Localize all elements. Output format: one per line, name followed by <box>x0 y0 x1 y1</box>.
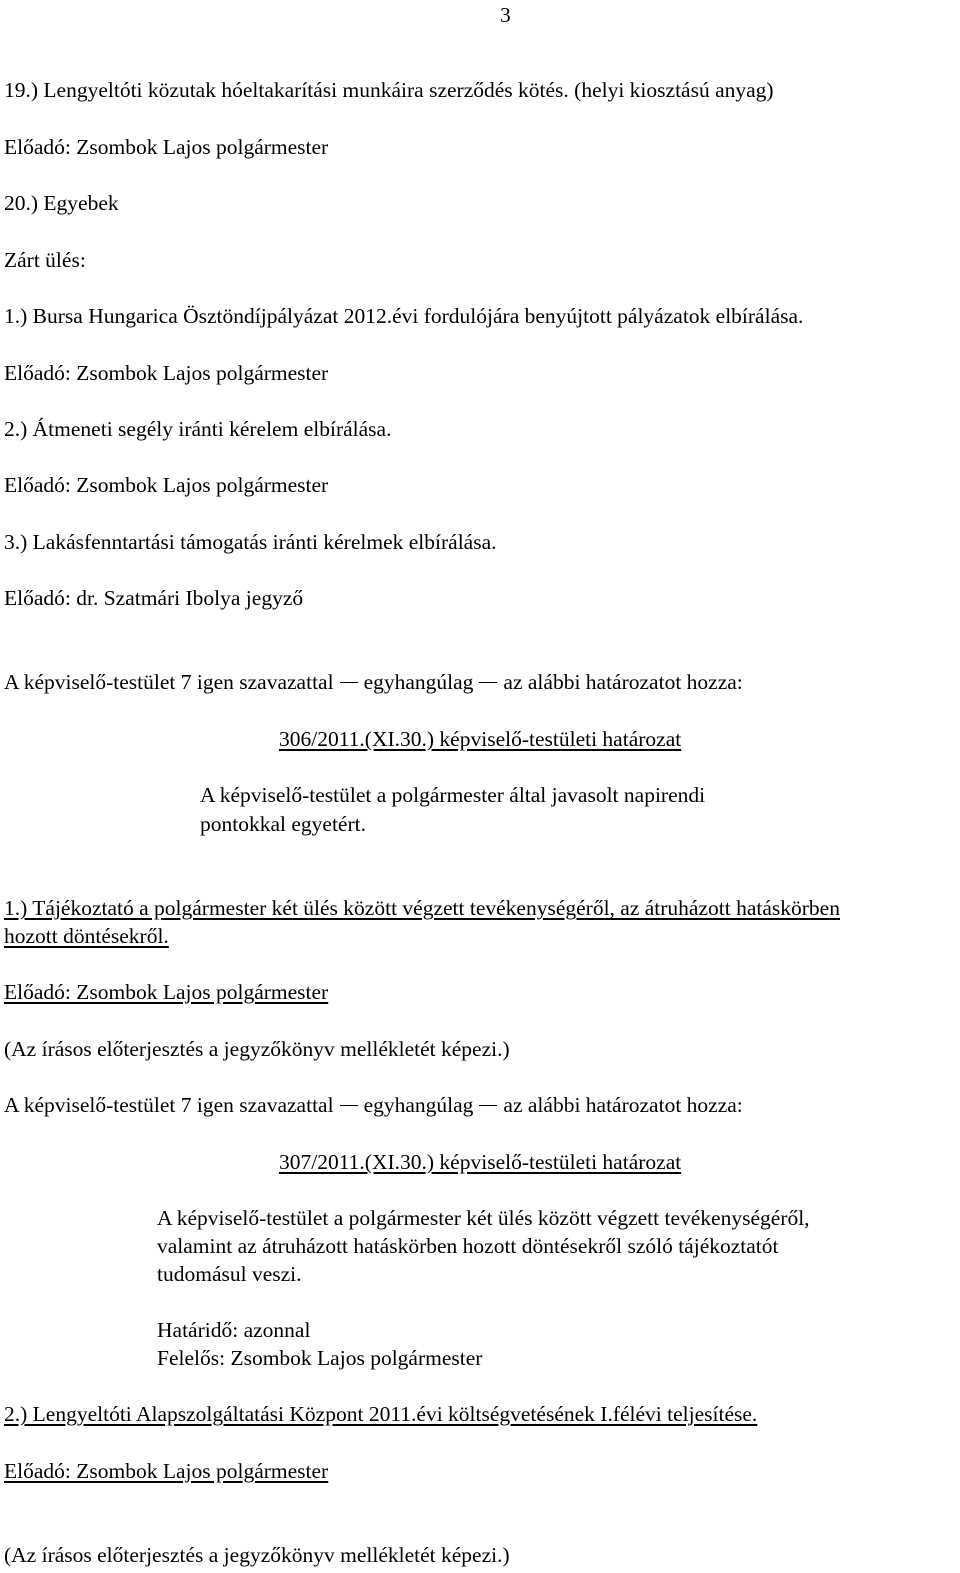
item-1-heading-line-1: 1.) Tájékoztató a polgármester két ülés között végzett tevékenységéről, az átruházott hatáskörben <box>4 896 840 920</box>
agenda-item-20: 20.) Egyebek <box>4 191 119 215</box>
dash-divider <box>479 1105 497 1106</box>
closed-presenter-1: Előadó: Zsombok Lajos polgármester <box>4 361 329 385</box>
resolution-307-deadline: Határidő: azonnal <box>157 1318 311 1342</box>
resolution-title-306: 306/2011.(XI.30.) képviselő-testületi határozat <box>279 727 682 751</box>
resolution-307-responsible: Felelős: Zsombok Lajos polgármester <box>157 1346 483 1370</box>
dash-divider <box>479 682 497 683</box>
item-2-presenter: Előadó: Zsombok Lajos polgármester <box>4 1459 329 1483</box>
agenda-presenter: Előadó: Zsombok Lajos polgármester <box>4 135 329 159</box>
vote-decision: az alábbi határozatot hozza: <box>503 670 743 694</box>
dash-divider <box>340 1105 358 1106</box>
vote-unanimous: egyhangúlag <box>363 670 474 694</box>
item-1-presenter: Előadó: Zsombok Lajos polgármester <box>4 980 329 1004</box>
page-number: 3 <box>500 3 511 27</box>
closed-presenter-2: Előadó: Zsombok Lajos polgármester <box>4 473 329 497</box>
closed-item-1: 1.) Bursa Hungarica Ösztöndíjpályázat 2012.évi fordulójára benyújtott pályázatok elbírálása. <box>4 304 804 328</box>
closed-session-label: Zárt ülés: <box>4 248 86 272</box>
item-2-heading: 2.) Lengyeltóti Alapszolgáltatási Központ 2011.évi költségvetésének I.félévi teljesítése. <box>4 1402 758 1426</box>
closed-item-3: 3.) Lakásfenntartási támogatás iránti kérelmek elbírálása. <box>4 530 497 554</box>
item-2-note: (Az írásos előterjesztés a jegyzőkönyv mellékletét képezi.) <box>4 1543 510 1567</box>
agenda-item-19: 19.) Lengyeltóti közutak hóeltakarítási munkáira szerződés kötés. (helyi kiosztású anyag) <box>4 78 774 102</box>
resolution-307-text-1: A képviselő-testület a polgármester két ülés között végzett tevékenységéről, <box>157 1206 810 1230</box>
resolution-title-307: 307/2011.(XI.30.) képviselő-testületi határozat <box>279 1150 682 1174</box>
closed-item-2: 2.) Átmeneti segély iránti kérelem elbírálása. <box>4 417 392 441</box>
vote-statement-2 <box>4 1092 743 1118</box>
item-1-heading-line-2: hozott döntésekről. <box>4 924 169 948</box>
item-1-note: (Az írásos előterjesztés a jegyzőkönyv mellékletét képezi.) <box>4 1037 510 1061</box>
resolution-306-text-1: A képviselő-testület a polgármester által javasolt napirendi <box>200 783 706 807</box>
vote-count: A képviselő-testület 7 igen szavazattal <box>4 670 334 694</box>
resolution-307-text-3: tudomásul veszi. <box>157 1262 302 1286</box>
vote-statement-1 <box>4 669 743 695</box>
closed-presenter-3: Előadó: dr. Szatmári Ibolya jegyző <box>4 586 304 610</box>
vote-count: A képviselő-testület 7 igen szavazattal <box>4 1093 334 1117</box>
resolution-306-text-2: pontokkal egyetért. <box>200 812 366 836</box>
vote-decision: az alábbi határozatot hozza: <box>503 1093 743 1117</box>
vote-unanimous: egyhangúlag <box>363 1093 474 1117</box>
resolution-307-text-2: valamint az átruházott hatáskörben hozott döntésekről szóló tájékoztatót <box>157 1234 779 1258</box>
dash-divider <box>340 682 358 683</box>
